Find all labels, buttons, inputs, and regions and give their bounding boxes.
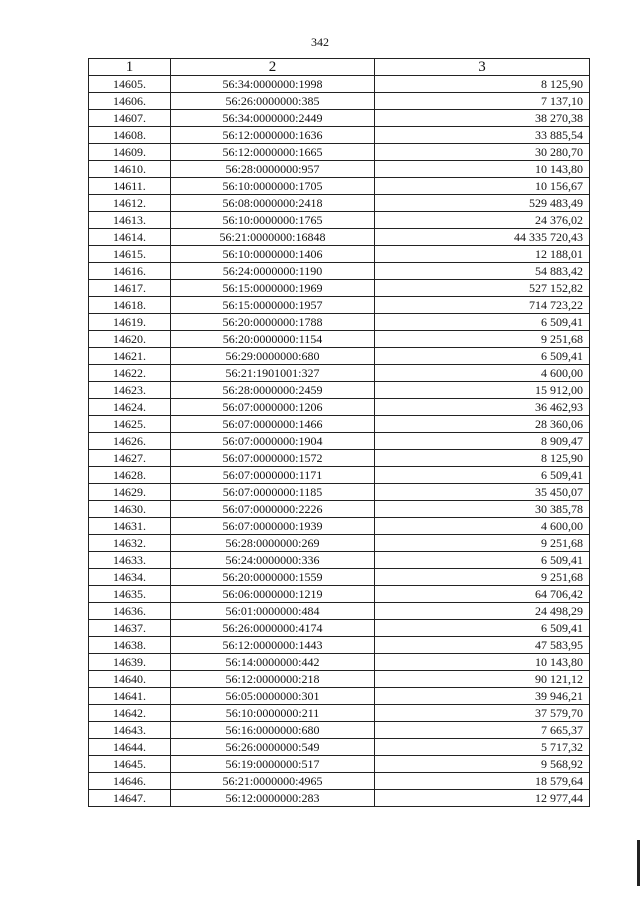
value-cell: 36 462,93 [375,399,590,416]
value-cell: 10 156,67 [375,178,590,195]
table-row [89,705,590,722]
table-row [89,586,590,603]
row-number-cell: 14641. [89,688,171,705]
table-row [89,450,590,467]
table-row [89,229,590,246]
cadastral-number-cell: 56:07:0000000:1572 [171,450,375,467]
table-row [89,382,590,399]
value-cell: 38 270,38 [375,110,590,127]
table-row [89,654,590,671]
cadastral-number-cell: 56:28:0000000:269 [171,535,375,552]
value-cell: 10 143,80 [375,654,590,671]
table-row [89,144,590,161]
cadastral-number-cell: 56:01:0000000:484 [171,603,375,620]
value-cell: 64 706,42 [375,586,590,603]
table-row [89,348,590,365]
row-number-cell: 14643. [89,722,171,739]
value-cell: 39 946,21 [375,688,590,705]
cadastral-number-cell: 56:12:0000000:283 [171,790,375,807]
cadastral-number-cell: 56:21:1901001:327 [171,365,375,382]
row-number-cell: 14646. [89,773,171,790]
cadastral-number-cell: 56:10:0000000:211 [171,705,375,722]
cadastral-table [88,58,590,807]
row-number-cell: 14625. [89,416,171,433]
value-cell: 30 385,78 [375,501,590,518]
table-row [89,773,590,790]
row-number-cell: 14624. [89,399,171,416]
row-number-cell: 14617. [89,280,171,297]
value-cell: 714 723,22 [375,297,590,314]
row-number-cell: 14615. [89,246,171,263]
value-cell: 6 509,41 [375,467,590,484]
table-row [89,263,590,280]
value-cell: 12 977,44 [375,790,590,807]
table-row [89,722,590,739]
value-cell: 4 600,00 [375,518,590,535]
row-number-cell: 14616. [89,263,171,280]
value-cell: 47 583,95 [375,637,590,654]
row-number-cell: 14611. [89,178,171,195]
table-row [89,603,590,620]
value-cell: 529 483,49 [375,195,590,212]
row-number-cell: 14612. [89,195,171,212]
cadastral-number-cell: 56:15:0000000:1969 [171,280,375,297]
table-row [89,535,590,552]
value-cell: 44 335 720,43 [375,229,590,246]
table-row [89,297,590,314]
value-cell: 7 137,10 [375,93,590,110]
cadastral-number-cell: 56:07:0000000:1185 [171,484,375,501]
cadastral-number-cell: 56:26:0000000:549 [171,739,375,756]
page-number: 342 [311,35,329,49]
table-row [89,756,590,773]
cadastral-number-cell: 56:10:0000000:1765 [171,212,375,229]
row-number-cell: 14632. [89,535,171,552]
cadastral-number-cell: 56:26:0000000:4174 [171,620,375,637]
row-number-cell: 14623. [89,382,171,399]
cadastral-number-cell: 56:12:0000000:218 [171,671,375,688]
value-cell: 9 251,68 [375,569,590,586]
row-number-cell: 14642. [89,705,171,722]
value-cell: 9 251,68 [375,331,590,348]
table-row [89,161,590,178]
cadastral-number-cell: 56:12:0000000:1443 [171,637,375,654]
table-row [89,416,590,433]
value-cell: 24 376,02 [375,212,590,229]
table-row [89,467,590,484]
cadastral-number-cell: 56:15:0000000:1957 [171,297,375,314]
table-row [89,127,590,144]
row-number-cell: 14638. [89,637,171,654]
cadastral-number-cell: 56:16:0000000:680 [171,722,375,739]
cadastral-number-cell: 56:07:0000000:1171 [171,467,375,484]
cadastral-number-cell: 56:06:0000000:1219 [171,586,375,603]
row-number-cell: 14609. [89,144,171,161]
value-cell: 15 912,00 [375,382,590,399]
row-number-cell: 14637. [89,620,171,637]
table-row [89,790,590,807]
table-row [89,246,590,263]
row-number-cell: 14618. [89,297,171,314]
value-cell: 9 568,92 [375,756,590,773]
cadastral-number-cell: 56:21:0000000:4965 [171,773,375,790]
table-row [89,365,590,382]
cadastral-number-cell: 56:26:0000000:385 [171,93,375,110]
row-number-cell: 14627. [89,450,171,467]
value-cell: 6 509,41 [375,620,590,637]
value-cell: 37 579,70 [375,705,590,722]
value-cell: 18 579,64 [375,773,590,790]
table-row [89,688,590,705]
cadastral-number-cell: 56:10:0000000:1705 [171,178,375,195]
row-number-cell: 14610. [89,161,171,178]
value-cell: 90 121,12 [375,671,590,688]
row-number-cell: 14647. [89,790,171,807]
cadastral-number-cell: 56:28:0000000:2459 [171,382,375,399]
column-header-2: 2 [171,59,375,76]
table-header-row [89,59,590,76]
row-number-cell: 14626. [89,433,171,450]
table-row [89,739,590,756]
cadastral-number-cell: 56:34:0000000:2449 [171,110,375,127]
value-cell: 35 450,07 [375,484,590,501]
cadastral-number-cell: 56:12:0000000:1665 [171,144,375,161]
value-cell: 10 143,80 [375,161,590,178]
cadastral-number-cell: 56:07:0000000:1466 [171,416,375,433]
cadastral-number-cell: 56:05:0000000:301 [171,688,375,705]
table-row [89,637,590,654]
row-number-cell: 14629. [89,484,171,501]
cadastral-number-cell: 56:24:0000000:1190 [171,263,375,280]
table-row [89,212,590,229]
table-row [89,399,590,416]
cadastral-number-cell: 56:14:0000000:442 [171,654,375,671]
table-row [89,314,590,331]
cadastral-number-cell: 56:07:0000000:1904 [171,433,375,450]
row-number-cell: 14614. [89,229,171,246]
table-row [89,195,590,212]
table-row [89,93,590,110]
row-number-cell: 14621. [89,348,171,365]
value-cell: 6 509,41 [375,552,590,569]
row-number-cell: 14619. [89,314,171,331]
row-number-cell: 14628. [89,467,171,484]
value-cell: 33 885,54 [375,127,590,144]
value-cell: 527 152,82 [375,280,590,297]
row-number-cell: 14639. [89,654,171,671]
value-cell: 54 883,42 [375,263,590,280]
table-row [89,76,590,93]
cadastral-number-cell: 56:12:0000000:1636 [171,127,375,144]
table-row [89,552,590,569]
table-row [89,178,590,195]
row-number-cell: 14635. [89,586,171,603]
row-number-cell: 14636. [89,603,171,620]
cadastral-number-cell: 56:34:0000000:1998 [171,76,375,93]
column-header-1: 1 [89,59,171,76]
table-body [89,76,590,807]
table-row [89,620,590,637]
row-number-cell: 14644. [89,739,171,756]
table-row [89,110,590,127]
row-number-cell: 14631. [89,518,171,535]
row-number-cell: 14605. [89,76,171,93]
cadastral-number-cell: 56:20:0000000:1788 [171,314,375,331]
row-number-cell: 14622. [89,365,171,382]
row-number-cell: 14606. [89,93,171,110]
value-cell: 9 251,68 [375,535,590,552]
value-cell: 30 280,70 [375,144,590,161]
row-number-cell: 14633. [89,552,171,569]
table-row [89,331,590,348]
cadastral-number-cell: 56:08:0000000:2418 [171,195,375,212]
row-number-cell: 14640. [89,671,171,688]
row-number-cell: 14620. [89,331,171,348]
table-row [89,280,590,297]
cadastral-number-cell: 56:24:0000000:336 [171,552,375,569]
cadastral-number-cell: 56:21:0000000:16848 [171,229,375,246]
row-number-cell: 14608. [89,127,171,144]
row-number-cell: 14613. [89,212,171,229]
value-cell: 5 717,32 [375,739,590,756]
value-cell: 8 125,90 [375,76,590,93]
cadastral-number-cell: 56:29:0000000:680 [171,348,375,365]
cadastral-number-cell: 56:20:0000000:1559 [171,569,375,586]
value-cell: 28 360,06 [375,416,590,433]
value-cell: 8 125,90 [375,450,590,467]
cadastral-number-cell: 56:20:0000000:1154 [171,331,375,348]
table-row [89,501,590,518]
table-row [89,433,590,450]
value-cell: 24 498,29 [375,603,590,620]
table-row [89,518,590,535]
cadastral-number-cell: 56:07:0000000:1939 [171,518,375,535]
cadastral-number-cell: 56:28:0000000:957 [171,161,375,178]
cadastral-number-cell: 56:19:0000000:517 [171,756,375,773]
row-number-cell: 14634. [89,569,171,586]
row-number-cell: 14645. [89,756,171,773]
value-cell: 4 600,00 [375,365,590,382]
value-cell: 6 509,41 [375,348,590,365]
table-row [89,671,590,688]
table-row [89,569,590,586]
value-cell: 8 909,47 [375,433,590,450]
cadastral-number-cell: 56:10:0000000:1406 [171,246,375,263]
row-number-cell: 14630. [89,501,171,518]
value-cell: 12 188,01 [375,246,590,263]
row-number-cell: 14607. [89,110,171,127]
value-cell: 6 509,41 [375,314,590,331]
column-header-3: 3 [375,59,590,76]
cadastral-number-cell: 56:07:0000000:2226 [171,501,375,518]
table-row [89,484,590,501]
value-cell: 7 665,37 [375,722,590,739]
cadastral-number-cell: 56:07:0000000:1206 [171,399,375,416]
